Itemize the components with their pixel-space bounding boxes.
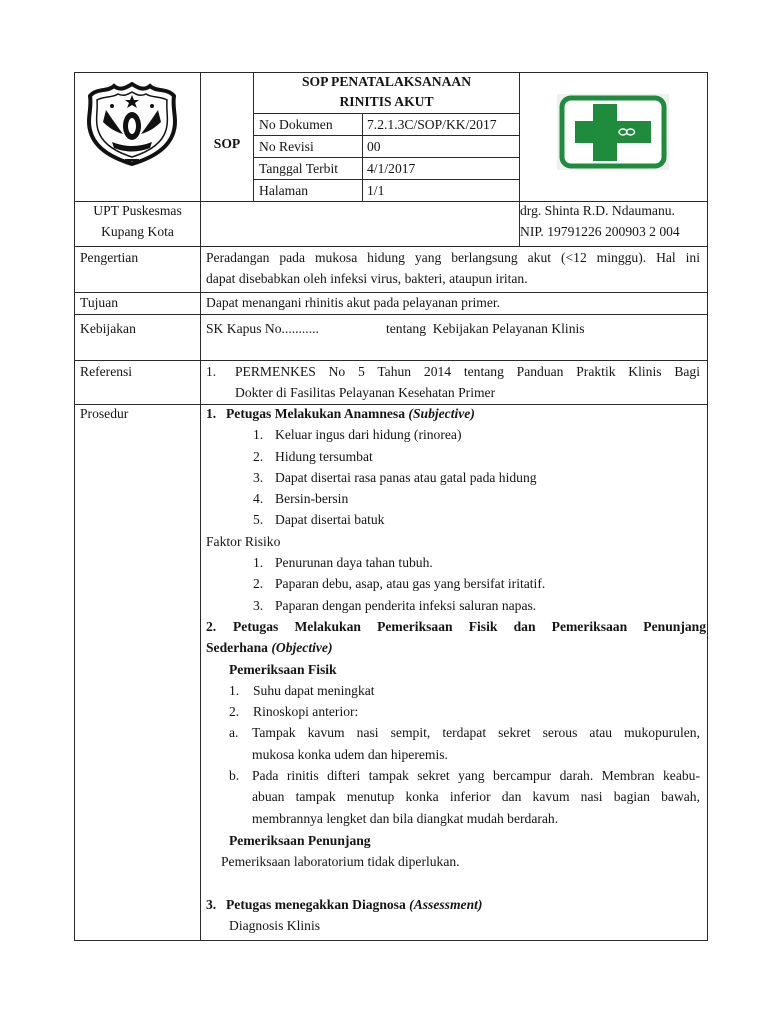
sop-label: SOP — [213, 136, 241, 151]
pengertian-label: Pengertian — [74, 246, 201, 293]
anamnesa-item-number: 5. — [253, 512, 264, 528]
anamnesa-item-text: Dapat disertai batuk — [275, 512, 385, 528]
step3-title-text: Petugas menegakkan Diagnosa — [226, 896, 406, 912]
right-logo-cell — [519, 72, 708, 202]
left-logo-cell — [74, 72, 201, 202]
referensi-item-line-1: PERMENKES No 5 Tahun 2014 tentang Panduan Praktik Klinis Bagi — [235, 364, 700, 379]
anamnesa-item-number: 1. — [253, 427, 264, 443]
anamnesa-item-number: 2. — [253, 448, 264, 464]
pengertian-line-1: Peradangan pada mukosa hidung yang berlangsung akut (<12 minggu). Hal ini — [206, 250, 700, 265]
rinoskopi-sub-item-line: abuan tampak menutup konka inferior dan kavum nasi bagian bawah, — [252, 789, 700, 805]
meta-value-no-dokumen: 7.2.1.3C/SOP/KK/2017 — [362, 113, 520, 136]
org-cell — [74, 201, 201, 247]
meta-label-no-revisi: No Revisi — [253, 135, 363, 158]
faktor-risiko-item-number: 1. — [253, 555, 264, 571]
rinoskopi-sub-item-letter: a. — [229, 725, 239, 741]
diagnosis-klinis-text: Diagnosis Klinis — [229, 918, 321, 934]
step3-title-em: (Assessment) — [409, 896, 483, 912]
pemeriksaan-fisik-item — [229, 680, 700, 701]
signatory-nip: NIP. 19791226 200903 2 004 — [520, 224, 680, 239]
faktor-risiko-item-number: 3. — [253, 597, 264, 613]
rinoskopi-sub-item — [229, 765, 700, 829]
org-name-line-2: Kupang Kota — [101, 224, 174, 239]
blank-line — [206, 873, 700, 894]
kebijakan-content — [200, 314, 708, 361]
anamnesa-item — [253, 509, 700, 530]
faktor-risiko-item — [253, 552, 700, 573]
pemeriksaan-fisik-title: Pemeriksaan Fisik — [229, 661, 337, 677]
step3-number: 3. — [206, 896, 217, 912]
prosedur-label — [74, 404, 201, 941]
anamnesa-item-text: Keluar ingus dari hidung (rinorea) — [275, 427, 462, 443]
step2-title-line2-text: Sederhana — [206, 640, 268, 656]
step3-title — [206, 894, 700, 915]
tujuan-label-text: Tujuan — [80, 295, 119, 310]
meta-label-no-dokumen: No Dokumen — [253, 113, 363, 136]
faktor-risiko-item-text: Penurunan daya tahan tubuh. — [275, 555, 433, 571]
pengertian-line-2: dapat disebabkan oleh infeksi virus, bakteri, ataupun iritan. — [206, 271, 528, 287]
anamnesa-item-text: Hidung tersumbat — [275, 448, 373, 464]
step1-title-text: Petugas Melakukan Anamnesa — [226, 406, 406, 421]
step1-title-em: (Subjective) — [408, 406, 475, 421]
sop-label-cell — [200, 72, 254, 202]
meta-value-no-revisi: 00 — [362, 135, 520, 158]
org-name-line-1: UPT Puskesmas — [93, 203, 182, 218]
signatory-cell — [519, 201, 708, 247]
anamnesa-item-number: 3. — [253, 469, 264, 485]
rinoskopi-sub-item-line: Tampak kavum nasi sempit, terdapat sekret serous atau mukopurulen, — [252, 725, 700, 741]
rinoskopi-sub-item — [229, 722, 700, 765]
meta-label-halaman: Halaman — [253, 179, 363, 202]
faktor-risiko-item-text: Paparan debu, asap, atau gas yang bersifat iritatif. — [275, 576, 546, 592]
step2-number: 2. — [206, 618, 217, 634]
step2-title-text: Petugas Melakukan Pemeriksaan Fisik dan Pemeriksaan Penunjang — [233, 618, 706, 634]
step1-title — [206, 403, 700, 424]
prosedur-content — [200, 404, 708, 941]
rinoskopi-sub-item-line: mukosa konka udem dan hiperemis. — [252, 746, 448, 762]
tujuan-text: Dapat menangani rhinitis akut pada pelayanan primer. — [206, 295, 501, 310]
anamnesa-item-number: 4. — [253, 491, 264, 507]
step2-title-em: (Objective) — [271, 640, 333, 656]
step2-title-line-1 — [206, 616, 706, 637]
pemeriksaan-fisik-item — [229, 701, 700, 722]
kupang-city-emblem-icon — [82, 82, 182, 166]
pemeriksaan-penunjang-text: Pemeriksaan laboratorium tidak diperlukan. — [221, 854, 460, 870]
faktor-risiko-item — [253, 595, 700, 616]
pemeriksaan-fisik-item-text: Suhu dapat meningkat — [253, 682, 375, 698]
pemeriksaan-fisik-item-text: Rinoskopi anterior: — [253, 704, 359, 720]
sop-title-line-1: SOP PENATALAKSANAAN — [301, 74, 472, 89]
referensi-item-number: 1. — [206, 364, 217, 379]
pemeriksaan-penunjang-title: Pemeriksaan Penunjang — [229, 832, 371, 848]
kebijakan-sk-number: SK Kapus No........... — [206, 321, 319, 336]
sop-title-line-2: RINITIS AKUT — [339, 94, 434, 109]
step1-number: 1. — [206, 406, 217, 421]
referensi-item — [206, 361, 700, 404]
meta-value-halaman: 1/1 — [362, 179, 520, 202]
faktor-risiko-item-text: Paparan dengan penderita infeksi saluran napas. — [275, 597, 537, 613]
faktor-risiko-item — [253, 573, 700, 594]
pemeriksaan-fisik-item-number: 1. — [229, 682, 240, 698]
org-blank-cell — [200, 201, 520, 247]
puskesmas-cross-logo-icon — [557, 94, 669, 170]
anamnesa-item-text: Dapat disertai rasa panas atau gatal pada hidung — [275, 469, 537, 485]
prosedur-label-text: Prosedur — [80, 406, 129, 421]
rinoskopi-sub-item-line: membrannya lengket dan bila diangkat mudah berdarah. — [252, 810, 559, 826]
tujuan-content — [200, 292, 708, 315]
anamnesa-item — [253, 424, 700, 445]
anamnesa-item — [253, 467, 700, 488]
pemeriksaan-fisik-item-number: 2. — [229, 704, 240, 720]
faktor-risiko-title: Faktor Risiko — [206, 533, 281, 549]
signatory-name: drg. Shinta R.D. Ndaumanu. — [520, 203, 675, 218]
rinoskopi-sub-item-line: Pada rinitis difteri tampak sekret yang bercampur darah. Membran keabu- — [252, 768, 700, 784]
meta-value-tanggal-terbit: 4/1/2017 — [362, 157, 520, 180]
meta-label-tanggal-terbit: Tanggal Terbit — [253, 157, 363, 180]
pengertian-content — [200, 246, 708, 293]
step2-title-line-2 — [206, 637, 700, 658]
referensi-label: Referensi — [74, 360, 201, 405]
kebijakan-label: Kebijakan — [74, 314, 201, 361]
anamnesa-item — [253, 488, 700, 509]
anamnesa-item — [253, 446, 700, 467]
referensi-item-line-2: Dokter di Fasilitas Pelayanan Kesehatan Primer — [235, 385, 496, 401]
faktor-risiko-item-number: 2. — [253, 576, 264, 592]
sop-title-cell — [253, 72, 520, 114]
referensi-content — [200, 360, 708, 405]
anamnesa-item-text: Bersin-bersin — [275, 491, 349, 507]
kebijakan-tentang: tentang Kebijakan Pelayanan Klinis — [386, 321, 585, 336]
tujuan-label — [74, 292, 201, 315]
rinoskopi-sub-item-letter: b. — [229, 768, 240, 784]
